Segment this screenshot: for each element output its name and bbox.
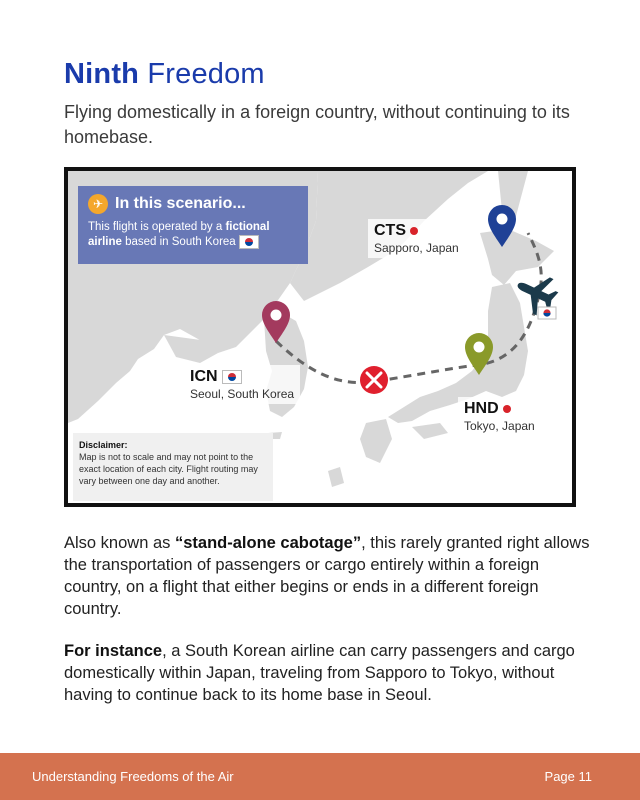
japan-flag-icon: [410, 227, 418, 235]
page-subtitle: Flying domestically in a foreign country, without continuing to its homebase.: [64, 102, 570, 147]
page-title: [64, 58, 265, 91]
cts-code: CTS: [374, 222, 406, 239]
title-bold: Ninth: [64, 58, 140, 90]
scenario-text-end: based in South Korea: [121, 236, 236, 249]
icn-code: ICN: [190, 368, 218, 385]
korea-flag-icon: [538, 307, 556, 319]
hnd-code: HND: [464, 400, 499, 417]
disclaimer-text: Map is not to scale and may not point to the exact location of each city. Flight routing may vary between one day and another.: [79, 452, 258, 486]
cts-label: [368, 219, 465, 258]
korea-flag-icon: [222, 370, 242, 384]
paragraph-cabotage: [64, 532, 592, 620]
scenario-title: In this scenario...: [115, 195, 246, 212]
scenario-box: [78, 186, 308, 264]
route-map: [64, 167, 576, 507]
scenario-text-bold: fictional airline: [88, 221, 270, 249]
japan-flag-icon: [503, 405, 511, 413]
icn-name: Seoul, South Korea: [190, 387, 295, 401]
scenario-text: [88, 220, 298, 250]
para1-end: , this rarely granted right allows the transportation of passengers or cargo entirely within a foreign country, on a flight that either begins or ends in a different foreign country.: [64, 534, 590, 618]
paragraph-example: [64, 640, 592, 706]
disclaimer-box: [73, 433, 273, 501]
para1-start: Also known as: [64, 534, 175, 552]
airplane-badge-icon: ✈: [88, 194, 108, 214]
hnd-name: Tokyo, Japan: [464, 419, 535, 433]
para1-bold: “stand-alone cabotage”: [174, 534, 362, 552]
title-rest: Freedom: [139, 58, 265, 90]
hnd-label: [458, 397, 541, 436]
cross-marker-icon: [360, 366, 388, 394]
cts-name: Sapporo, Japan: [374, 241, 459, 255]
page-footer: [0, 753, 640, 800]
para2-bold: For instance: [64, 642, 163, 660]
disclaimer-heading: Disclaimer:: [79, 440, 128, 450]
footer-title: Understanding Freedoms of the Air: [32, 769, 234, 784]
icn-label: [184, 365, 300, 404]
scenario-text-start: This flight is operated by a: [88, 221, 226, 233]
korea-flag-icon: [239, 235, 259, 249]
para2-end: , a South Korean airline can carry passengers and cargo domestically within Japan, traveling from Sapporo to Tokyo, without having to continue back to its home base in Seoul.: [64, 642, 575, 704]
page-number: Page 11: [544, 769, 592, 784]
